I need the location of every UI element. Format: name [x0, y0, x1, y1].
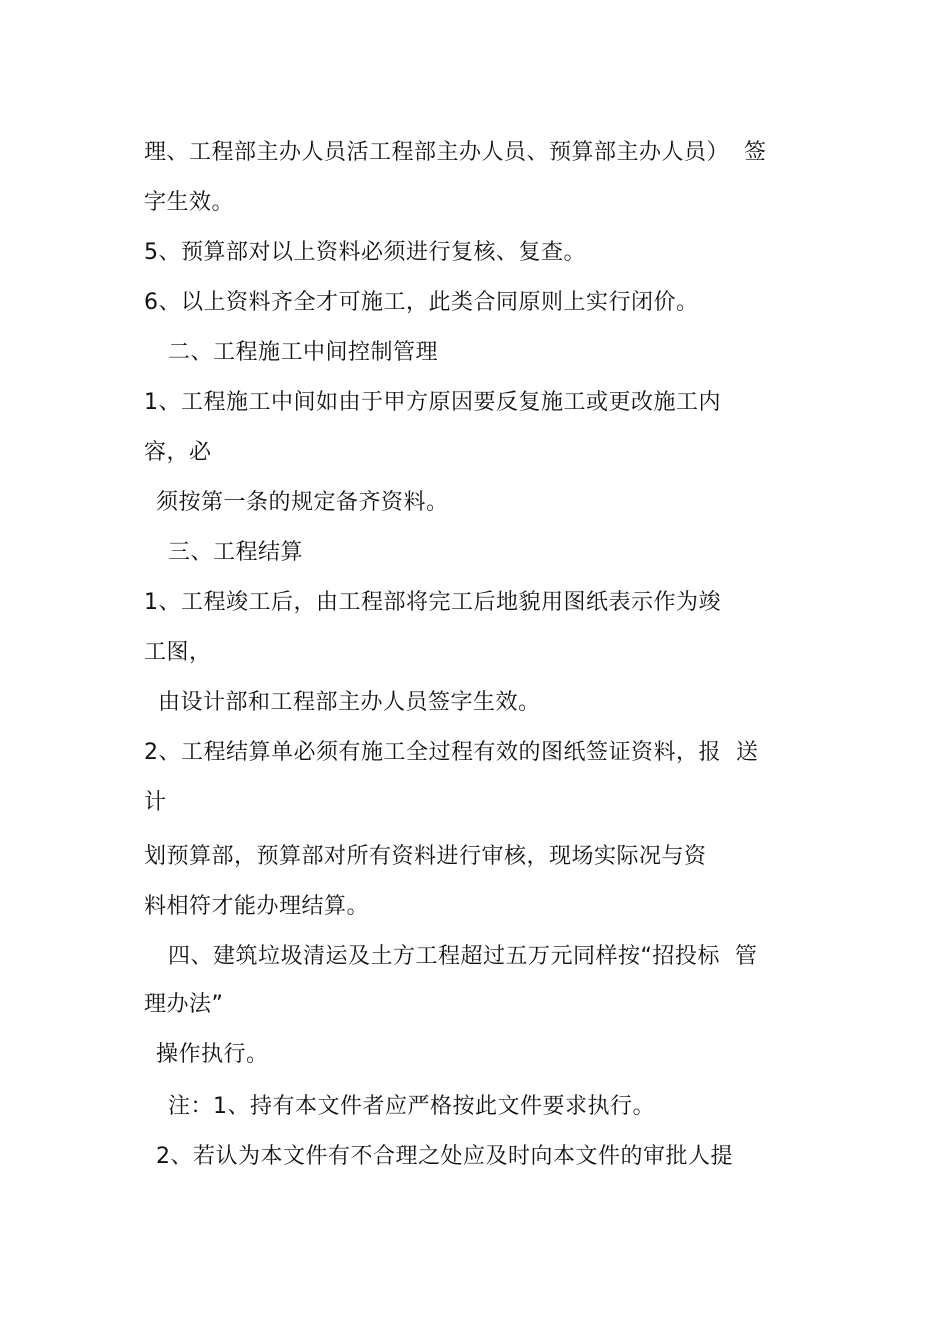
text-line: 计	[144, 790, 167, 815]
note-line: 注：1、持有本文件者应严格按此文件要求执行。	[168, 1094, 655, 1119]
section-heading: 四、建筑垃圾清运及土方工程超过五万元同样按“招投标 管	[168, 944, 758, 969]
text-line: 理、工程部主办人员活工程部主办人员、预算部主办人员） 签	[144, 140, 767, 165]
text-line: 料相符才能办理结算。	[144, 894, 370, 919]
text-line: 1、工程施工中间如由于甲方原因要反复施工或更改施工内	[144, 390, 721, 415]
text-line: 划预算部，预算部对所有资料进行审核，现场实际况与资	[144, 844, 707, 869]
section-heading: 二、工程施工中间控制管理	[168, 340, 439, 365]
note-line: 2、若认为本文件有不合理之处应及时向本文件的审批人提	[156, 1144, 733, 1169]
text-line: 须按第一条的规定备齐资料。	[156, 490, 449, 515]
section-heading: 三、工程结算	[168, 540, 304, 565]
text-line: 6、以上资料齐全才可施工，此类合同原则上实行闭价。	[144, 290, 699, 315]
text-line: 操作执行。	[156, 1042, 269, 1067]
text-line: 容，必	[144, 440, 212, 465]
text-line: 字生效。	[144, 190, 235, 215]
text-line: 2、工程结算单必须有施工全过程有效的图纸签证资料，报 送	[144, 740, 759, 765]
text-line: 理办法”	[144, 992, 224, 1017]
text-line: 5、预算部对以上资料必须进行复核、复查。	[144, 240, 586, 265]
text-line: 工图，	[144, 640, 212, 665]
text-line: 1、工程竣工后，由工程部将完工后地貌用图纸表示作为竣	[144, 590, 721, 615]
text-line: 由设计部和工程部主办人员签字生效。	[158, 690, 541, 715]
